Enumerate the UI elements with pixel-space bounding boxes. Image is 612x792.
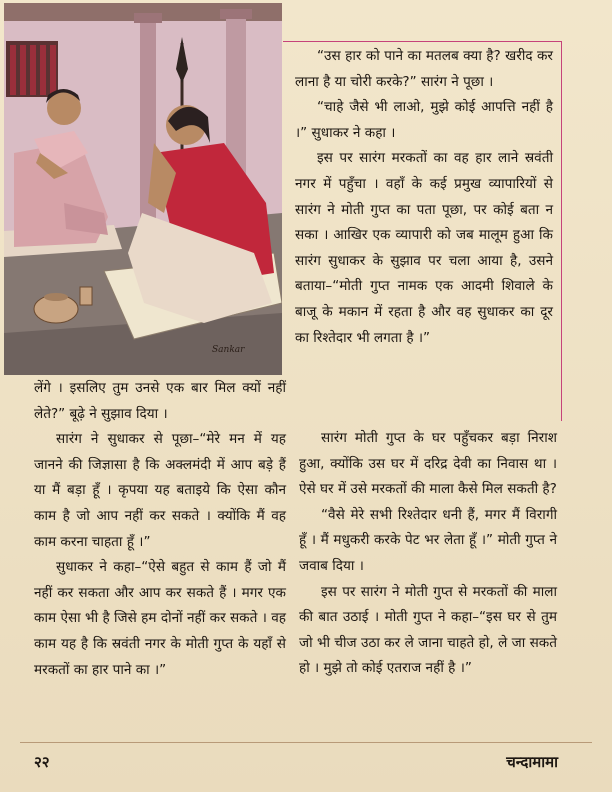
story-column-right-bottom — [299, 426, 557, 682]
paragraph: इस पर सारंग ने मोती गुप्त से मरकतों की माला की बात उठाई । मोती गुप्त ने कहा–“इस घर से तुम जो भी चीज उठा कर ले जाना चाहते हो, ले जा सकते हो । मुझे तो कोई एतराज नहीं है ।” — [299, 583, 557, 677]
page-number: २२ — [34, 753, 50, 771]
frame-rule-top — [283, 41, 562, 42]
footer-divider — [20, 742, 592, 743]
paragraph: “वैसे मेरे सभी रिश्तेदार धनी हैं, मगर मैं विरागी हूँ । मैं मधुकरी करके पेट भर लेता हूँ ।” मोती गुप्त ने जवाब दिया । — [299, 506, 557, 574]
artist-signature: Sankar — [212, 345, 245, 355]
paragraph: सारंग ने सुधाकर से पूछा–“मेरे मन में यह जानने की जिज्ञासा है कि अक्लमंदी में आप बड़े हैं या मैं बड़ा हूँ । कृपया यह बताइये कि ऐसा कौन काम है जो आप नहीं कर सकते । क्योंकि मैं वह काम करना चाहता हूँ ।” — [34, 431, 286, 550]
paragraph: सारंग मोती गुप्त के घर पहुँचकर बड़ा निराश हुआ, क्योंकि उस घर में दरिद्र देवी का निवास था । ऐसे घर में उसे मरकतों की माला कैसे मिल सकती है? — [299, 430, 557, 498]
frame-rule-right — [561, 41, 562, 421]
magazine-name: चन्दामामा — [506, 753, 558, 771]
paragraph: इस पर सारंग मरकतों का वह हार लाने स्रवंती नगर में पहुँचा । वहाँ के कई प्रमुख व्यापारियों से सारंग ने मोती गुप्त का पता पूछा, पर कोई बता न सका । आखिर एक व्यापारी को जब मालूम हुआ कि सारंग सुधाकर के सुझाव पर चला आया है, उसने बताया–“मोती गुप्त नामक एक आदमी शिवाले के बाजू के मकान में रहता है और वह सुधाकर का दूर का रिश्तेदार भी लगता है ।” — [295, 150, 553, 346]
story-column-right-top — [295, 44, 553, 351]
story-illustration-two-men-seated-icon — [4, 3, 282, 375]
paragraph: “उस हार को पाने का मतलब क्या है? खरीद कर लाना है या चोरी करके?” सारंग ने पूछा । — [295, 48, 553, 90]
paragraph: लेंगे । इसलिए तुम उनसे एक बार मिल क्यों नहीं लेते?” बूढ़े ने सुझाव दिया । — [34, 380, 286, 422]
paragraph: “चाहे जैसे भी लाओ, मुझे कोई आपत्ति नहीं है ।” सुधाकर ने कहा । — [295, 99, 553, 141]
paragraph: सुधाकर ने कहा–“ऐसे बहुत से काम हैं जो मैं नहीं कर सकता और आप कर सकते हैं । मगर एक काम ऐसा भी है जिसे हम दोनों नहीं कर सकते । वह काम यह है कि स्रवंती नगर के मोती गुप्त के यहाँ से मरकतों का हार पाने का ।” — [34, 559, 286, 678]
story-column-left — [34, 376, 286, 683]
story-illustration — [4, 3, 282, 375]
